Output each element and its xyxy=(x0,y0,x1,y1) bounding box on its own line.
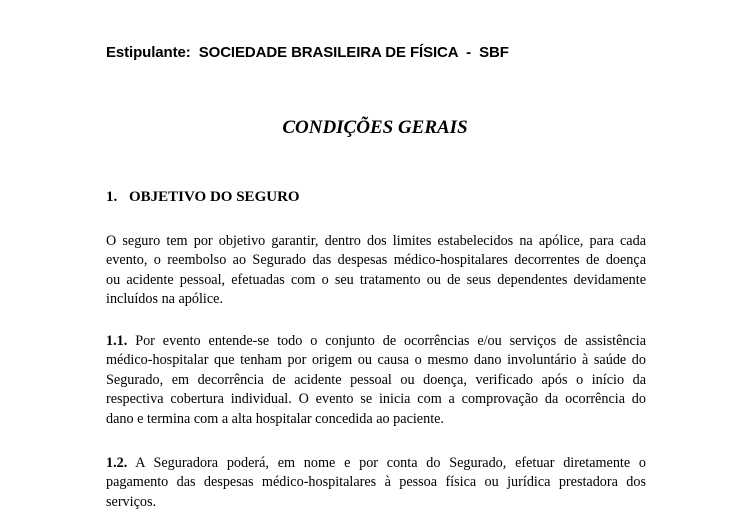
clause-first-line-text: A Seguradora poderá, em nome e por conta do Segurado, efetuar diretamente o xyxy=(135,455,646,471)
organization-name: SOCIEDADE BRASILEIRA DE FÍSICA - SBF xyxy=(198,44,509,61)
paragraph-line: ou acidente pessoal, efetuadas com o seu tratamento ou de seus dependentes devidamente xyxy=(106,271,646,288)
document-title: CONDIÇÕES GERAIS xyxy=(282,117,468,138)
paragraph-line: pagamento das despesas médico-hospitalares à pessoa física ou jurídica prestadora dos xyxy=(106,474,646,491)
paragraph-1-1 xyxy=(106,332,646,429)
paragraph-first-line xyxy=(106,454,646,473)
paragraph-line: médico-hospitalar que tenham por origem ou causa o mesmo dano involuntário à saúde do xyxy=(106,352,646,369)
clause-number: 1.1. xyxy=(106,333,128,349)
section-heading xyxy=(106,189,300,206)
paragraph-line: Segurado, em decorrência de acidente pessoal ou doença, verificado após o início da xyxy=(106,371,646,388)
paragraph-line: evento, o reembolso ao Segurado das despesas médico-hospitalares decorrentes de doença xyxy=(106,252,646,269)
section-number: 1. xyxy=(106,189,118,205)
clause-number: 1.2. xyxy=(106,455,128,471)
paragraph-line: respectiva cobertura individual. O evento se inicia com a comprovação da ocorrência do xyxy=(106,391,646,408)
paragraph-line: serviços. xyxy=(106,493,157,510)
stipulante-label: Estipulante: xyxy=(106,44,191,61)
paragraph-line: O seguro tem por objetivo garantir, dentro dos limites estabelecidos na apólice, para cada xyxy=(106,233,646,249)
paragraph-line: incluídos na apólice. xyxy=(106,291,224,308)
paragraph-1-2 xyxy=(106,454,646,512)
section-title: OBJETIVO DO SEGURO xyxy=(129,189,300,205)
paragraph-line: dano e termina com a alta hospitalar concedida ao paciente. xyxy=(106,410,444,427)
stipulante-header xyxy=(106,44,509,61)
paragraph-objective xyxy=(106,232,646,310)
paragraph-first-line xyxy=(106,332,646,351)
clause-first-line-text: Por evento entende-se todo o conjunto de ocorrências e/ou serviços de assistência xyxy=(135,333,646,349)
